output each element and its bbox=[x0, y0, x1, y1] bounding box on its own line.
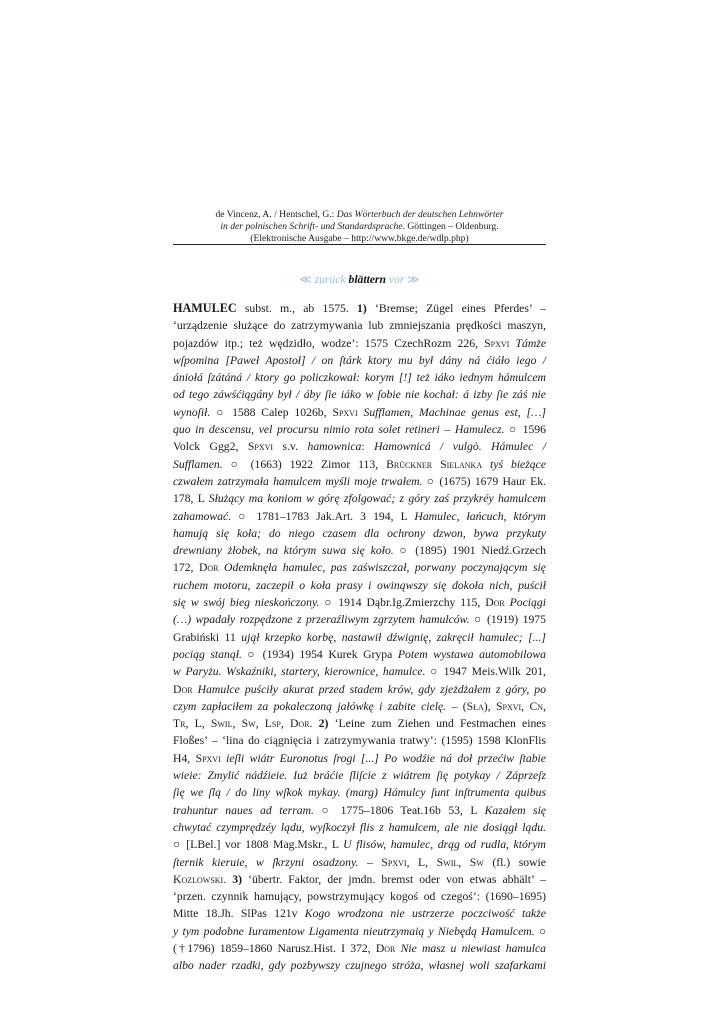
citation-line-1 bbox=[173, 209, 546, 221]
browse-label: blättern bbox=[348, 273, 386, 286]
entry-line: (…) wpadały rozpędzone z przeraźliwym zgrzytem hamulców. ○ (1919) 1975 bbox=[173, 613, 546, 627]
source-abbrev: Brückner Sielanka bbox=[386, 457, 483, 471]
entry-line: czwałem zatrzymała hamulcem myśli moje trwałem. ○ (1675) 1679 Haur Ek. bbox=[173, 474, 546, 488]
entry-line: ſię we ſlą / do liny wſkok mykay. (marg) Hámulcy ſunt inſtrumenta quibus bbox=[173, 786, 546, 800]
entry-line: hamują się koła; do niego czasem dla ochrony dzwon, bywa przykuty bbox=[173, 526, 546, 540]
citation-line-3: (Elektronische Ausgabe – http://www.bkge.de/wdlp.php) bbox=[250, 233, 469, 245]
source-abbrev: Kozlowski bbox=[173, 872, 224, 886]
entry-line: Floßes’ – ‘lina do ciągnięcia i zatrzymywania tratwy’: (1595) 1598 KlonFlis bbox=[173, 734, 546, 748]
source-abbrev: Dor bbox=[485, 596, 505, 610]
source-abbrev: Dor bbox=[173, 682, 193, 696]
entry-line: ‘przen. czynnik hamujący, powstrzymujący kogoś od czegoś’: (1690–1695) bbox=[173, 890, 546, 904]
source-abbrev: Spxvi bbox=[381, 855, 407, 869]
entry-line: Tr, L, Swil, Sw, Lsp, Dor. 2) ‘Leine zum Ziehen und Festmachen eines bbox=[173, 717, 547, 731]
citation-header bbox=[173, 209, 546, 246]
entry-line: Kozlowski. 3) ‘übertr. Faktor, der jmdn. bremst oder von etwas abhält’ – bbox=[173, 872, 547, 886]
entry-line: Mitte 18.Jh. SlPas 121v Kogo wrodzona nie ustrzerze poczciwość także bbox=[173, 907, 546, 921]
entry-line: Grabiński 11 ujął krzepko korbę, nastawił dźwignię, zakręcił hamulec; [...] bbox=[173, 630, 546, 644]
source-abbrev: Sw bbox=[241, 717, 256, 731]
sense-number: 2) bbox=[318, 717, 329, 731]
sense-number: 1) bbox=[357, 302, 367, 315]
source-abbrev: Dor bbox=[375, 941, 396, 955]
source-abbrev: Cn bbox=[529, 699, 544, 713]
entry-line: w Paryżu. Wskaźniki, startery, kierownice, hamulce. ○ 1947 Meis.Wilk 201, bbox=[173, 665, 546, 679]
entry-line: HAMULEC subst. m., ab 1575. 1) ‘Bremse; Zügel eines Pferdes’ – bbox=[173, 301, 546, 315]
entry-line: Sufflamen. ○ (1663) 1922 Zimor 113, Brückner Sielanka tyś bieżące bbox=[173, 457, 547, 471]
entry-line: czym zapłaciłem za pokaleczoną jałówkę i zabite cielę. – (Sła), Spxvi, Cn, bbox=[173, 699, 546, 713]
sense-number: 3) bbox=[232, 872, 242, 886]
source-abbrev: Lsp bbox=[264, 717, 281, 731]
entry-line: ‘urządzenie służące do zatrzymywania lub zmniejszania prędkości maszyn, bbox=[173, 319, 546, 333]
citation-title: Das Wörterbuch der deutschen Lehnwörter bbox=[336, 209, 504, 220]
citation-authors: de Vincenz, A. / Hentschel, G.: bbox=[215, 209, 337, 220]
source-abbrev: Dor bbox=[198, 561, 219, 575]
entry-line: quo in descensu, vel procursu nimio rota solet retineri – Hamulecz. ○ 1596 bbox=[173, 423, 546, 437]
source-abbrev: Swil bbox=[210, 717, 233, 731]
entry-line: drewniany żłobek, na którym suwa się koło. ○ (1895) 1901 Niedź.Grzech bbox=[173, 544, 546, 558]
entry-line: ſternik kieruie, w ſkrzyni osadzony. – Spxvi, L, Swil, Sw (fl.) sowie bbox=[173, 855, 546, 869]
back-link[interactable]: zurück bbox=[314, 273, 346, 286]
source-abbrev: Tr bbox=[173, 717, 186, 731]
forward-arrow-icon[interactable]: ≫ bbox=[407, 273, 420, 286]
entry-line: wynoſił. ○ 1588 Calep 1026b, Spxvi Sufflamen, Machinae genus est, […] bbox=[173, 405, 547, 419]
back-arrow-icon[interactable]: ≪ bbox=[299, 273, 312, 286]
entry-line: pojazdów itp.; też wędzidło, wodze’: 1575 CzechRozm 226, Spxvi Támże bbox=[173, 336, 547, 350]
source-abbrev: Swil bbox=[436, 855, 459, 869]
entry-line: chwytać czymprędzéy lądu, wyſkoczył flis z hamulcem, ale nie dosiągł lądu. bbox=[173, 820, 546, 834]
entry-line: zahamować. ○ 1781–1783 Jak.Art. 3 194, L Hamulec, łańcuch, którym bbox=[173, 509, 546, 523]
source-abbrev: Spxvi bbox=[496, 699, 522, 713]
page-navigation bbox=[173, 273, 546, 287]
entry-line: y tym podobne Iuramentow Ligamenta nieutrzymaią y Niebędą Hamulcem. ○ bbox=[173, 924, 547, 938]
entry-line: wſpomina [Paweł Apostoł] / on ſtárk ktory mu był dány ná ćiáło iego / bbox=[173, 353, 546, 367]
source-abbrev: Sła bbox=[466, 699, 484, 713]
entry-line: pociąg stanął. ○ (1934) 1954 Kurek Grypa Potem wystawa automobilowa bbox=[173, 647, 546, 661]
entry-line: wieie: Zmylić nádźieie. Iuż bráćie ſliſcie z wiátrem ſię potykay / Záprzeſz bbox=[173, 769, 546, 783]
entry-line: (†1796) 1859–1860 Narusz.Hist. I 372, Dor Nie masz u niewiast hamulca bbox=[173, 941, 546, 955]
source-abbrev: Spxvi bbox=[195, 751, 221, 765]
entry-line: ruchem motoru, zaczepił o koła prasy i owinąwszy się dokoła nich, puścił bbox=[173, 578, 546, 592]
entry-line: 172, Dor Odemknęła hamulec, pas zaświszczał, porwany poczynającym się bbox=[173, 561, 546, 575]
entry-line: H4, Spxvi ieſli wiátr Euronotus ſrogi [...] Po wodźie ná doł przećiw ſtabie bbox=[173, 751, 546, 765]
entry-line: ○ [LBel.] vor 1808 Mag.Mskr., L U flisów, hamulec, drąg od rudla, którym bbox=[173, 838, 546, 852]
entry-line: Dor Hamulce puściły akurat przed stadem krów, gdy zjeżdżałem z góry, po bbox=[173, 682, 546, 696]
entry-line: od tego záwśćiągány był / áby ſie iáko w ſobie nie kochał: á izby ſie záś nie bbox=[173, 388, 546, 402]
entry-line: 178, L Służący ma koniom w górę zfolgować; z góry zaś przykréy hamulcem bbox=[173, 492, 546, 506]
source-abbrev: Spxvi bbox=[247, 440, 274, 454]
forward-link[interactable]: vor bbox=[388, 273, 405, 286]
entry-line: się w swój bieg nieskończony. ○ 1914 Dąbr.Ig.Zmierzchy 115, Dor Pociągi bbox=[173, 596, 546, 610]
entry-line: Volck Ggg2, Spxvi s.v. hamownica: Hamownicá / vulgò. Hámulec / bbox=[173, 440, 547, 454]
entry-line: albo nader rzadki, gdy pozbywszy czujnego stróża, własnej woli szafarkami bbox=[173, 959, 546, 973]
source-abbrev: Spxvi bbox=[484, 336, 510, 350]
source-abbrev: Dor bbox=[289, 717, 310, 731]
entry-line: ániołá ſzátáná / ktory go policzkował: korym [!] też iáko iednym hámulcem bbox=[173, 371, 546, 385]
citation-publisher: . Göttingen – Oldenburg. bbox=[402, 221, 499, 233]
dictionary-entry bbox=[173, 300, 546, 975]
citation-line-2 bbox=[173, 221, 546, 233]
entry-line: trahuntur naues ad terram. ○ 1775–1806 Teat.16b 53, L Kazałem się bbox=[173, 803, 547, 817]
citation-title-cont: in der polnischen Schrift- und Standardsprache bbox=[220, 221, 403, 233]
source-abbrev: Sw bbox=[469, 855, 484, 869]
source-abbrev: Spxvi bbox=[332, 405, 358, 419]
header-divider bbox=[173, 244, 546, 245]
headword: HAMULEC bbox=[173, 301, 237, 315]
